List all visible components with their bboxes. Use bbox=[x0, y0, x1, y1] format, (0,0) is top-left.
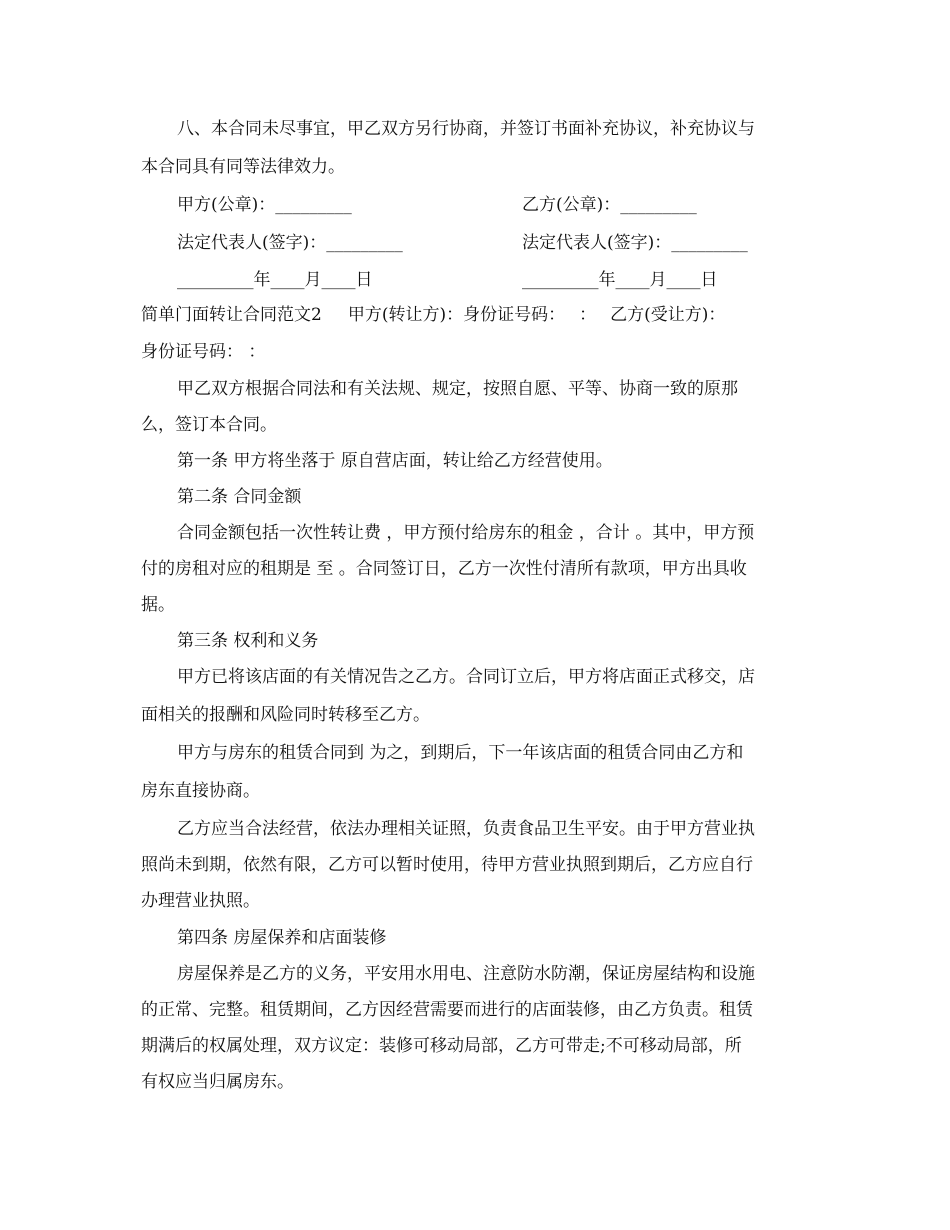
article-4-title: 第四条 房屋保养和店面装修 bbox=[177, 928, 387, 948]
colon-separator: ： bbox=[579, 305, 597, 325]
party-b-representative-line: 法定代表人(签字)：_________ bbox=[522, 233, 748, 253]
id-number-line: 身份证号码： ： bbox=[141, 342, 266, 362]
article-2-line-3: 据。 bbox=[141, 595, 175, 615]
article-3-p3-line-2: 照尚未到期，依然有限，乙方可以暂时使用，待甲方营业执照到期后，乙方应自行 bbox=[141, 855, 753, 875]
article-2-line-2: 付的房租对应的租期是 至 。合同签订日，乙方一次性付清所有款项，甲方出具收 bbox=[141, 559, 747, 579]
article-1: 第一条 甲方将坐落于 原自营店面，转让给乙方经营使用。 bbox=[177, 451, 613, 471]
party-a-date-line: _________年____月____日 bbox=[177, 270, 373, 290]
party-b-seal-line: 乙方(公章)：_________ bbox=[522, 195, 697, 215]
clause-8-line-2: 本合同具有同等法律效力。 bbox=[141, 157, 345, 177]
article-4-line-3: 期满后的权属处理，双方议定：装修可移动局部，乙方可带走;不可移动局部，所 bbox=[141, 1036, 742, 1056]
intro-line-1: 甲乙双方根据合同法和有关法规、规定，按照自愿、平等、协商一致的原那 bbox=[177, 379, 738, 399]
article-4-line-2: 的正常、完整。租赁期间，乙方因经营需要而进行的店面装修，由乙方负责。租赁 bbox=[141, 1000, 753, 1020]
article-2-line-1: 合同金额包括一次性转让费 ，甲方预付给房东的租金 ，合计 。其中，甲方预 bbox=[177, 523, 755, 543]
article-4-line-1: 房屋保养是乙方的义务，平安用水用电、注意防水防潮，保证房屋结构和设施 bbox=[177, 964, 755, 984]
article-3-p1-line-2: 面相关的报酬和风险同时转移至乙方。 bbox=[141, 705, 430, 725]
article-3-p3-line-3: 办理营业执照。 bbox=[141, 891, 260, 911]
clause-8-line-1: 八、本合同未尽事宜，甲乙双方另行协商，并签订书面补充协议，补充协议与 bbox=[177, 119, 755, 139]
article-3-p1-line-1: 甲方已将该店面的有关情况告之乙方。合同订立后，甲方将店面正式移交，店 bbox=[177, 667, 755, 687]
party-b-date-line: _________年____月____日 bbox=[522, 270, 718, 290]
article-3-p2-line-2: 房东直接协商。 bbox=[141, 781, 260, 801]
party-a-seal-line: 甲方(公章)：_________ bbox=[177, 195, 352, 215]
article-3-p2-line-1: 甲方与房东的租赁合同到 为之，到期后，下一年该店面的租赁合同由乙方和 bbox=[177, 743, 744, 763]
party-b-transferee-label: 乙方(受让方)： bbox=[610, 305, 726, 325]
article-2-title: 第二条 合同金额 bbox=[177, 487, 302, 507]
article-3-title: 第三条 权利和义务 bbox=[177, 631, 319, 651]
contract-2-title: 简单门面转让合同范文2 bbox=[141, 305, 322, 325]
article-4-line-4: 有权应当归属房东。 bbox=[141, 1072, 294, 1092]
contract-2-header-line bbox=[141, 303, 821, 327]
party-a-transferor-label: 甲方(转让方)：身份证号码： bbox=[347, 305, 566, 325]
intro-line-2: 么，签订本合同。 bbox=[141, 415, 277, 435]
article-3-p3-line-1: 乙方应当合法经营，依法办理相关证照，负责食品卫生平安。由于甲方营业执 bbox=[177, 819, 755, 839]
party-a-representative-line: 法定代表人(签字)：_________ bbox=[177, 233, 403, 253]
